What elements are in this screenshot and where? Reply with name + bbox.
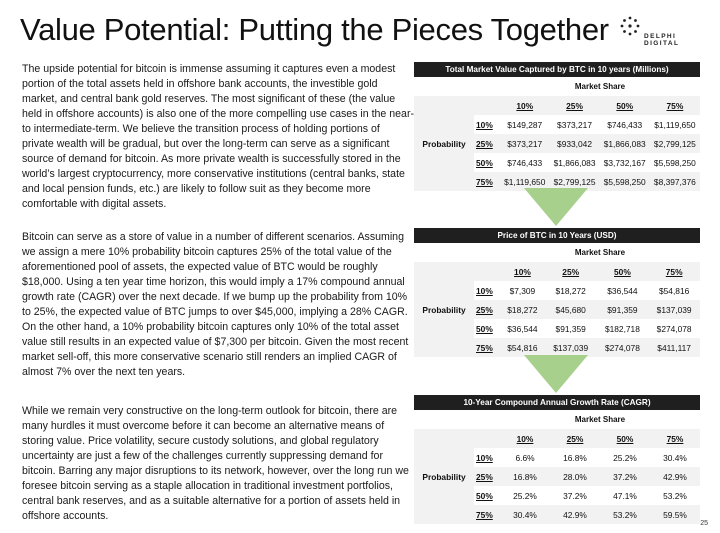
table-cell: $5,598,250 xyxy=(603,176,646,187)
table-cell: $1,119,650 xyxy=(654,119,696,130)
table-row xyxy=(414,153,700,172)
table-market-value xyxy=(414,62,700,191)
column-header: 10% xyxy=(516,100,534,111)
row-group-label: Probability xyxy=(414,134,474,153)
table-cell: $45,680 xyxy=(555,304,586,315)
column-header: 50% xyxy=(616,100,634,111)
row-label: 75% xyxy=(476,342,493,353)
table-cell: $2,799,125 xyxy=(553,176,596,187)
table-cell: 37.2% xyxy=(613,471,637,482)
table-cell: $91,359 xyxy=(555,323,586,334)
table-cell: $933,042 xyxy=(557,138,592,149)
paragraph-upside-potential: The upside potential for bitcoin is immense assuming it captures even a modest portion of the total assets held in offshore bank accounts, the investible gold market, and central bank gold reserves. The most significant of these (the value held in offshore accounts) is also one of the more compelling use cases in the near- to intermediate-term. We believe the transition process of holding portions of private wealth will be gradual, but over the long-term can serve as a significant source of demand for bitcoin. As more private wealth is successfully stored in the world’s largest cryptocurrency, more conservative institutions (central banks, state and local pension funds, etc.) are likely to follow suit as they become more comfortable with digital assets. xyxy=(22,63,414,210)
column-group-label: Market Share xyxy=(574,415,626,424)
column-header: 50% xyxy=(614,266,631,277)
column-header: 75% xyxy=(666,100,684,111)
table-row xyxy=(414,467,700,486)
table-row xyxy=(414,281,700,300)
table-cell: $7,309 xyxy=(509,285,536,296)
row-label: 10% xyxy=(476,452,493,463)
table-cell: $1,119,650 xyxy=(504,176,546,187)
table-cell: $54,816 xyxy=(658,285,690,296)
table-cell: $746,433 xyxy=(507,157,543,168)
table-cell: $182,718 xyxy=(604,323,640,334)
column-header: 75% xyxy=(665,266,683,277)
row-group-label: Probability xyxy=(414,467,474,486)
row-label: 25% xyxy=(476,138,493,149)
table-cell: $137,039 xyxy=(553,342,589,353)
row-label: 75% xyxy=(476,176,493,187)
table-cell: $137,039 xyxy=(656,304,692,315)
column-group-label: Market Share xyxy=(574,82,626,91)
table-cell: $2,799,125 xyxy=(653,138,696,149)
table-cell: $274,078 xyxy=(604,342,640,353)
table-cell: $1,866,083 xyxy=(553,157,596,168)
table-row xyxy=(414,319,700,338)
table-cell: $91,359 xyxy=(607,304,638,315)
column-group-label: Market Share xyxy=(574,248,626,257)
table-cell: $54,816 xyxy=(507,342,538,353)
table-cell: $274,078 xyxy=(656,323,692,334)
down-arrow-shape xyxy=(524,355,588,393)
table-title: 10-Year Compound Annual Growth Rate (CAGR) xyxy=(414,395,700,410)
table-cell: $36,544 xyxy=(607,285,638,296)
table-cell: 42.9% xyxy=(563,509,587,520)
table-cell: 28.0% xyxy=(563,471,587,482)
column-header: 10% xyxy=(514,266,531,277)
page-title: Value Potential: Putting the Pieces Together xyxy=(20,12,609,47)
delphi-logo xyxy=(612,12,712,48)
row-label: 50% xyxy=(476,490,493,501)
table-cell: 37.2% xyxy=(563,490,587,501)
table-cell: $3,732,167 xyxy=(603,157,646,168)
table-cell: 25.2% xyxy=(613,452,637,463)
table-cell: $36,544 xyxy=(507,323,538,334)
table-cagr xyxy=(414,395,700,524)
table-row xyxy=(414,300,700,319)
table-cell: 25.2% xyxy=(513,490,537,501)
row-label: 50% xyxy=(476,157,493,168)
row-label: 25% xyxy=(476,304,493,315)
table-cell: 53.2% xyxy=(663,490,687,501)
column-header: 50% xyxy=(616,433,634,444)
table-cell: $746,433 xyxy=(607,119,643,130)
table-cell: 42.9% xyxy=(663,471,687,482)
table-cell: $18,272 xyxy=(507,304,538,315)
page-number: 25 xyxy=(700,520,708,527)
table-cell: $149,287 xyxy=(507,119,543,130)
table-cell: 30.4% xyxy=(663,452,687,463)
table-cell: $411,117 xyxy=(657,342,691,353)
table-title: Total Market Value Captured by BTC in 10 years (Millions) xyxy=(414,62,700,77)
row-label: 10% xyxy=(476,285,493,296)
table-cell: 53.2% xyxy=(613,509,637,520)
table-row xyxy=(414,134,700,153)
table-row xyxy=(414,486,700,505)
table-cell: 59.5% xyxy=(663,509,687,520)
table-row xyxy=(414,505,700,524)
table-row xyxy=(414,115,700,134)
table-cell: 16.8% xyxy=(513,471,537,482)
column-header: 10% xyxy=(516,433,534,444)
table-cell: 30.4% xyxy=(513,509,537,520)
table-cell: $373,217 xyxy=(507,138,543,149)
row-label: 75% xyxy=(476,509,493,520)
table-btc-price xyxy=(414,228,700,357)
table-title: Price of BTC in 10 Years (USD) xyxy=(414,228,700,243)
row-label: 25% xyxy=(476,471,493,482)
row-label: 50% xyxy=(476,323,493,334)
paragraph-hurdles: While we remain very constructive on the long-term outlook for bitcoin, there are many hurdles it must overcome before it can become an alternative means of storing value. Price volatility, secure custody solutions, and global regulatory uncertainty are just a few of the challenges currently suppressing demand for bitcoin. Barring any major disruptions to its network, however, over the long run we foresee bitcoin serving as a staple allocation in traditional investment portfolios, central bank reserves, and as a suitable alternative for a portion of assets held in offshore accounts. xyxy=(22,405,409,522)
table-cell: $1,866,083 xyxy=(603,138,646,149)
column-header: 25% xyxy=(566,100,583,111)
column-header: 25% xyxy=(566,433,584,444)
table-cell: $5,598,250 xyxy=(653,157,696,168)
table-cell: $18,272 xyxy=(555,285,586,296)
table-cell: $373,217 xyxy=(557,119,592,130)
row-group-label: Probability xyxy=(414,300,474,319)
table-row xyxy=(414,448,700,467)
table-cell: $8,397,376 xyxy=(653,176,696,187)
delphi-logo-icon xyxy=(620,16,640,36)
table-cell: 47.1% xyxy=(613,490,637,501)
table-cell: 6.6% xyxy=(515,452,535,463)
table-cell: 16.8% xyxy=(563,452,587,463)
paragraph-store-of-value: Bitcoin can serve as a store of value in a number of different scenarios. Assuming we assign a mere 10% probability bitcoin captures 25% of the total value of the aforementioned pool of assets, the expected value of BTC would be roughly $18,000. Using a ten year time horizon, this would imply a 17% compound annual growth rate (CAGR) over the next decade. If we bump up the probability from 10% to 25%, the expected value of BTC jumps to over $45,000, implying a 28% CAGR. On the other hand, a 10% probability bitcoin captures only 10% of the total asset value still results in an expected value of $7,300 per bitcoin. Given the most recent market sell-off, this more conservative scenario still renders an implied CAGR of almost 7% over the next ten years. xyxy=(22,231,409,378)
column-header: 75% xyxy=(666,433,684,444)
row-label: 10% xyxy=(476,119,493,130)
logo-text: DELPHI DIGITAL xyxy=(644,33,680,47)
down-arrow-shape xyxy=(524,188,588,226)
column-header: 25% xyxy=(562,266,580,277)
